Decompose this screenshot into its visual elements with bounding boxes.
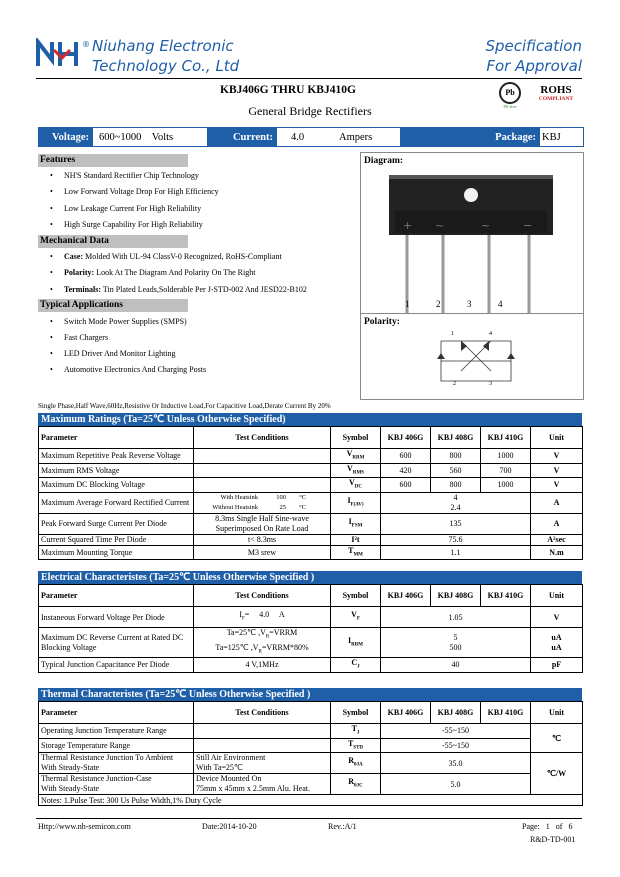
footer-url[interactable]: Http://www.nh-semicon.com: [38, 822, 131, 831]
pin-label: 2: [436, 299, 441, 309]
part-subtitle: General Bridge Rectifiers: [248, 104, 372, 118]
table-row: Typical Junction Capacitance Per Diode 4 V,1MHz $C_J$ 40 pF: [39, 658, 583, 673]
polarity-pin: 1: [451, 331, 454, 337]
diagram-divider: [361, 313, 583, 314]
applications-title: Typical Applications: [38, 299, 188, 312]
header-divider: [36, 78, 582, 79]
application-item: • Fast Chargers: [50, 333, 109, 342]
thermal-title: Thermal Characteristes (Ta=25℃ Unless Otherwise Specified ): [38, 688, 582, 701]
thermal-table: [38, 701, 583, 806]
table-row: [39, 795, 583, 806]
pin-label: 1: [405, 299, 410, 309]
footer-date: Date:2014-10-20: [202, 822, 257, 831]
table-row: Maximum Average Forward Rectified Current With Heatsink 100 °C Without Heatsink 25 °C $I_{F(AV)}$ 4 2.4 A: [39, 492, 583, 513]
table-header-row: Parameter Test Conditions Symbol KBJ 406G KBJ 408G KBJ 410G Unit: [39, 702, 583, 724]
mechanical-item: • Terminals: Tin Plated Leads,Solderable Per J-STD-002 And JESD22-B102: [50, 285, 307, 294]
table-row: Storage Temperature Range $T_{STD}$ -55~150: [39, 738, 583, 753]
table-row: Maximum Repetitive Peak Reverse Voltage $V_{RRM}$ 600 800 1000 V: [39, 449, 583, 464]
polarity-pin: 2: [453, 381, 456, 387]
feature-item: • NH'S Standard Rectifier Chip Technology: [50, 171, 199, 180]
features-title: Features: [38, 154, 188, 167]
table-row: Maximum Mounting Torque M3 srew $T_{MM}$ 1.1 N.m: [39, 545, 583, 560]
table-row: Current Squared Time Per Diode t< 8.3ms I²t 75.6 A²sec: [39, 534, 583, 545]
polarity-schematic: [431, 331, 521, 391]
voltage-value: 600~1000 Volts: [99, 131, 174, 143]
footer-rev: Rev.:A/1: [328, 822, 357, 831]
current-label: Current:: [207, 128, 277, 146]
pb-icon: Pb: [499, 82, 521, 104]
company-name-line2: Technology Co., Ltd: [92, 57, 240, 75]
current-unit: Ampers: [339, 131, 373, 143]
feature-item: • Low Leakage Current For High Reliability: [50, 204, 202, 213]
table-row: Instaneous Forward Voltage Per Diode $I_F=$ 4.0 A $V_F$ 1.05 V: [39, 607, 583, 628]
company-logo: [36, 38, 92, 68]
table-row: Maximum DC Reverse Current at Rated DC Blocking Voltage Ta=25℃ $,V_R=VRRM$ Ta=125℃ $,V_R=VRRM*80\%$ $I_{RRM}$ 5 500 uA uA: [39, 628, 583, 658]
rohs-badge: [530, 84, 582, 102]
pin-label: 4: [498, 299, 503, 309]
company-name-line1: Niuhang Electronic: [92, 37, 234, 55]
table-note: Notes: 1.Pulse Test: 300 Us Pulse Width,1% Duty Cycle: [39, 795, 583, 806]
feature-item: • Low Forward Voltage Drop For High Efficiency: [50, 187, 219, 196]
mechanical-title: Mechanical Data: [38, 235, 188, 248]
pb-free-badge: [496, 82, 524, 110]
rohs-label: ROHS: [540, 84, 572, 96]
table-row: Maximum RMS Voltage $V_{RMS}$ 420 560 700 V: [39, 463, 583, 478]
spec-line2: For Approval: [486, 57, 582, 75]
package-label: Package:: [399, 128, 540, 146]
svg-text:+: +: [403, 219, 413, 232]
package-drawing: [381, 171, 561, 313]
table-row: Operating Junction Temperature Range $T_J$ -55~150 ℃: [39, 724, 583, 739]
svg-text:®: ®: [82, 40, 90, 49]
table-row: Maximum DC Blocking Voltage $V_{DC}$ 600 800 1000 V: [39, 478, 583, 493]
summary-bar: [38, 127, 584, 147]
pin-label: 3: [467, 299, 472, 309]
svg-text:~: ~: [435, 219, 445, 232]
electrical-title: Electrical Characteristes (Ta=25℃ Unless Otherwise Specified ): [38, 571, 582, 584]
voltage-label: Voltage:: [39, 128, 93, 146]
polarity-label: Polarity:: [364, 317, 400, 327]
table-row: Peak Forward Surge Current Per Diode 8.3ms Single Half Sine-wave Superimposed On Rate Load $I_{FSM}$ 135 A: [39, 513, 583, 534]
feature-item: • High Surge Capability For High Reliability: [50, 220, 203, 229]
package-value: KBJ: [542, 131, 561, 143]
table-header-row: Parameter Test Conditions Symbol KBJ 406G KBJ 408G KBJ 410G Unit: [39, 585, 583, 607]
footer-doc-number: R&D-TD-001: [530, 835, 576, 844]
current-value: 4.0: [291, 131, 305, 143]
spec-line1: Specification: [485, 37, 582, 55]
application-item: • Automotive Electronics And Charging Posts: [50, 365, 207, 374]
table-row: Thermal Resistance Junction-Case With Steady-State Device Mounted On 75mm x 45mm x 2.5mm Alu. Heat. $R_{\theta JC}$ 5.0: [39, 774, 583, 795]
pb-sub: Pb-free: [503, 104, 517, 109]
rohs-sub: COMPLIANT: [538, 96, 574, 102]
footer-page: Page: 1 of 6: [522, 822, 573, 831]
application-item: • LED Driver And Monitor Lighting: [50, 349, 176, 358]
diagram-label: Diagram:: [364, 156, 404, 166]
svg-text:~: ~: [481, 219, 491, 232]
max-ratings-title: Maximum Ratings (Ta=25℃ Unless Otherwise Specified): [38, 413, 582, 426]
table-row: Thermal Resistance Junction To Ambient With Steady-State Still Air Environment With Ta=25℃ $R_{\theta JA}$ 35.0 ℃/W: [39, 753, 583, 774]
mechanical-item: • Polarity: Look At The Diagram And Polarity On The Right: [50, 268, 256, 277]
footer-divider: [36, 818, 582, 819]
mechanical-item: • Case: Molded With UL-94 ClassV-0 Recognized, RoHS-Compliant: [50, 252, 282, 261]
table-header-row: Parameter Test Conditions Symbol KBJ 406G KBJ 408G KBJ 410G Unit: [39, 427, 583, 449]
part-title: KBJ406G THRU KBJ410G: [220, 84, 356, 96]
svg-text:−: −: [523, 219, 533, 232]
load-note: Single Phase,Half Wave,60Hz,Resistive Or Inductive Load,For Capacitive Load,Derate Current By 20%: [38, 402, 331, 410]
electrical-table: [38, 584, 583, 673]
diagram-box: [360, 152, 584, 400]
max-ratings-table: [38, 426, 583, 560]
polarity-pin: 3: [489, 381, 492, 387]
polarity-pin: 4: [489, 331, 492, 337]
application-item: • Switch Mode Power Supplies (SMPS): [50, 317, 187, 326]
